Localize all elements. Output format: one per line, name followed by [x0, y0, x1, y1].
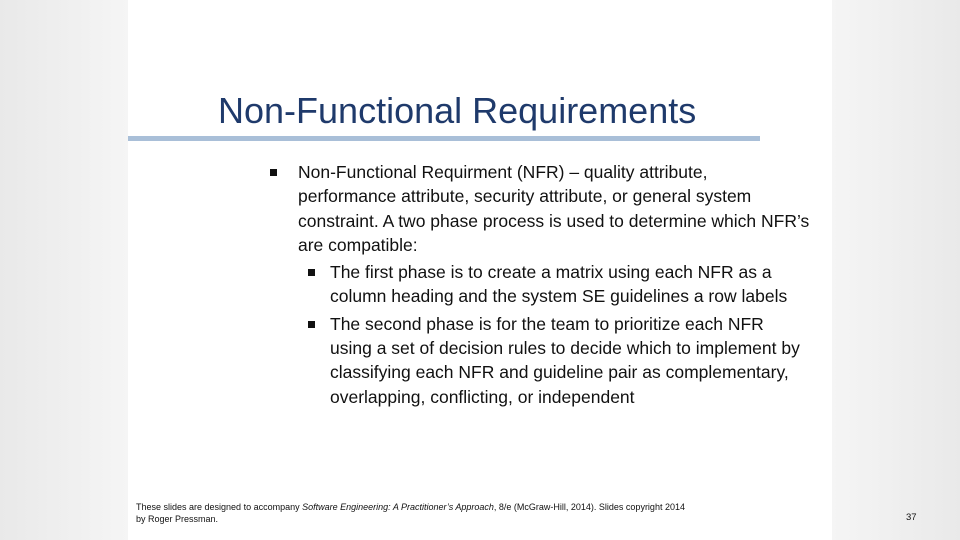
left-margin	[0, 0, 128, 540]
bullet-nfr-definition	[270, 160, 810, 257]
bullet-text: Non-Functional Requirment (NFR) – quality attribute, performance attribute, security attribute, or general system constraint. A two phase process is used to determine which NFR’s are compatible:	[298, 162, 810, 255]
title-underline	[128, 136, 760, 141]
footer-book-title: Software Engineering: A Practitioner’s Approach	[302, 502, 494, 512]
slide-title: Non-Functional Requirements	[218, 90, 697, 131]
sub-bullet-first-phase	[270, 260, 810, 309]
copyright-footer	[136, 502, 696, 525]
slide-content	[270, 160, 810, 409]
sub-bullet-second-phase	[270, 312, 810, 409]
square-bullet-icon	[308, 321, 315, 328]
page-number: 37	[906, 512, 917, 523]
footer-prefix: These slides are designed to accompany	[136, 502, 303, 512]
right-margin	[832, 0, 960, 540]
square-bullet-icon	[308, 269, 315, 276]
square-bullet-icon	[270, 169, 277, 176]
sub-bullet-text: The second phase is for the team to prioritize each NFR using a set of decision rules to decide which to implement by classifying each NFR and guideline pair as complementary, overlapping, conflicting, or independent	[330, 313, 800, 407]
sub-bullet-text: The first phase is to create a matrix using each NFR as a column heading and the system SE guidelines a row labels	[330, 262, 788, 307]
footer-suffix: , 8/e (McGraw-Hill, 2014). Slides copyright 2014 by Roger Pressman.	[136, 502, 685, 524]
